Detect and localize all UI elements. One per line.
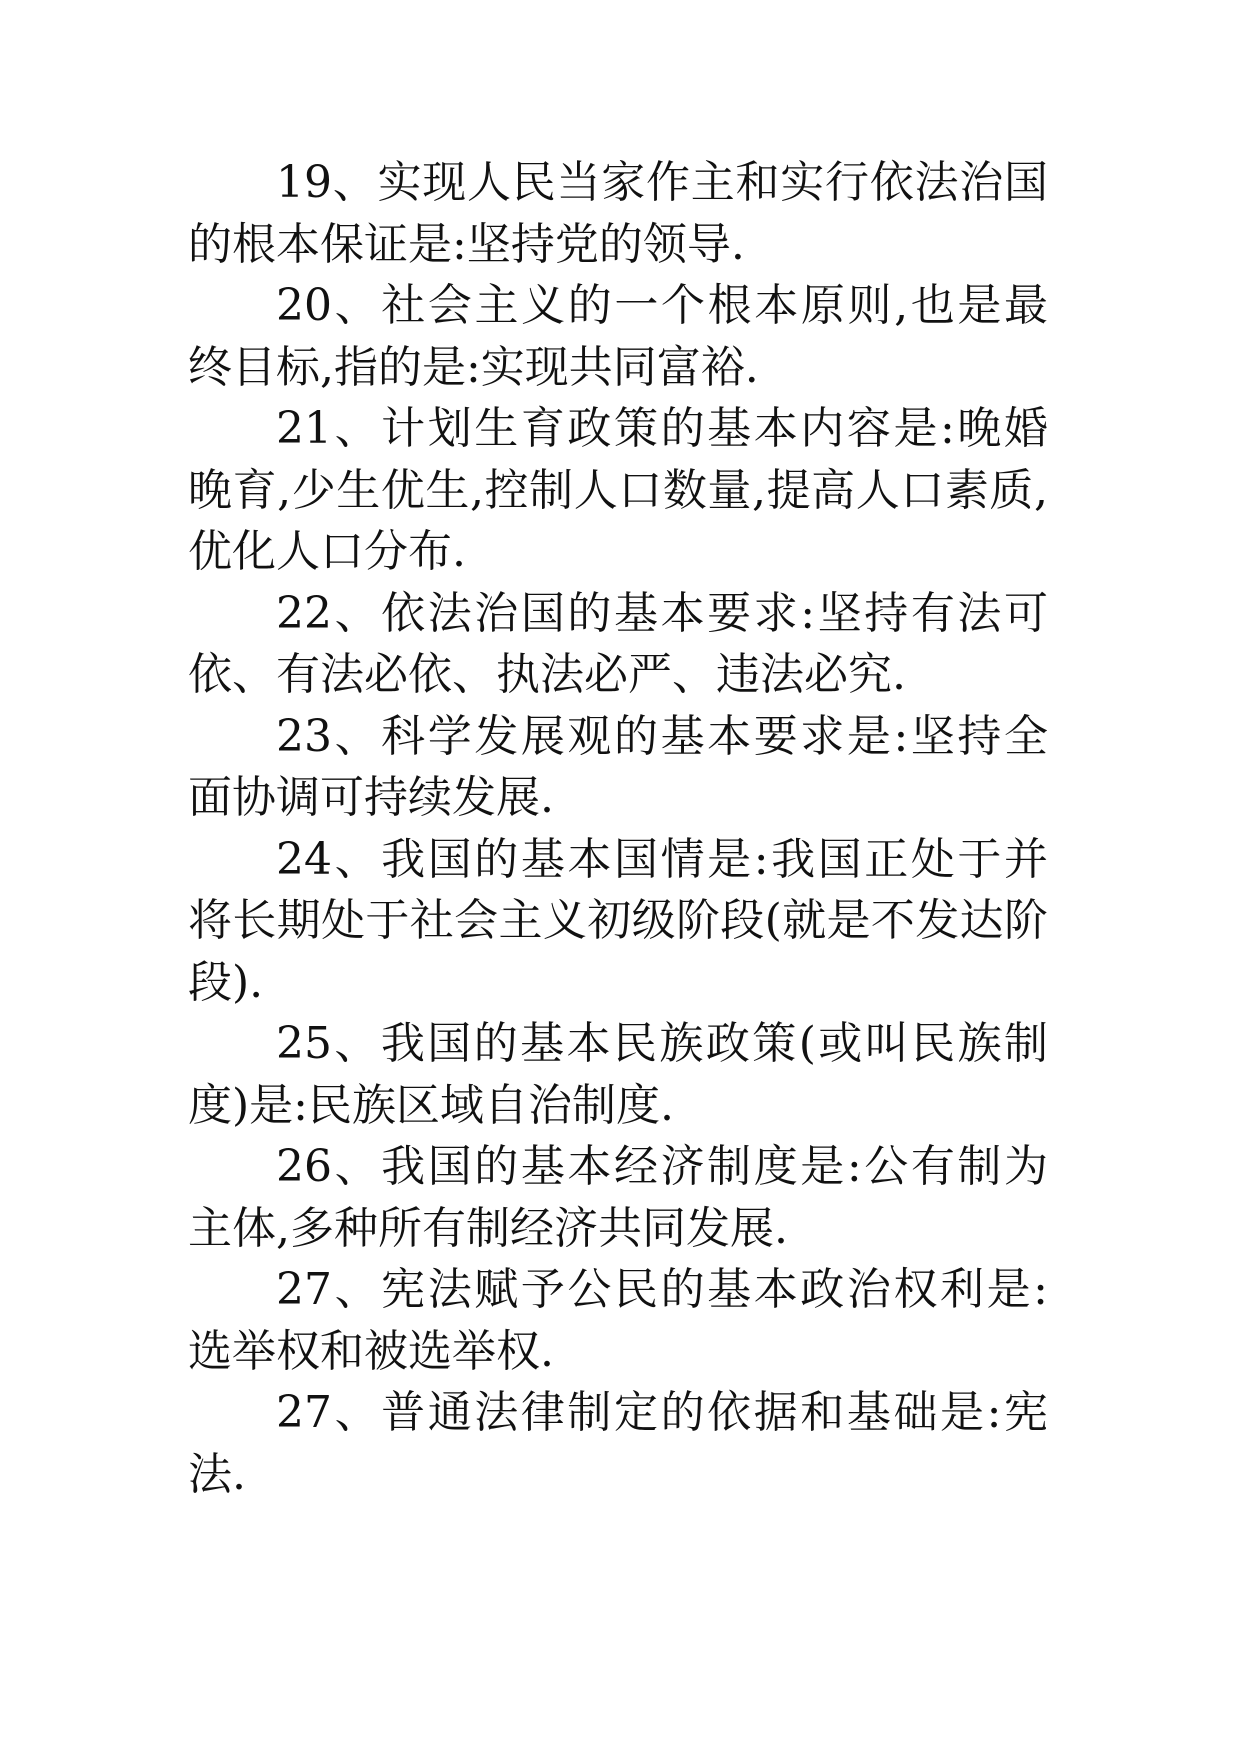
paragraph-27b: 27、普通法律制定的依据和基础是:宪法. (188, 1387, 1048, 1500)
paragraph-26: 26、我国的基本经济制度是:公有制为主体,多种所有制经济共同发展. (188, 1141, 1048, 1254)
paragraph-24: 24、我国的基本国情是:我国正处于并将长期处于社会主义初级阶段(就是不发达阶段). (188, 833, 1048, 1008)
paragraph-25: 25、我国的基本民族政策(或叫民族制度)是:民族区域自治制度. (188, 1018, 1048, 1131)
paragraph-23: 23、科学发展观的基本要求是:坚持全面协调可持续发展. (188, 710, 1048, 823)
paragraph-22: 22、依法治国的基本要求:坚持有法可依、有法必依、执法必严、违法必究. (188, 587, 1048, 700)
document-body (188, 152, 1048, 1505)
paragraph-27a: 27、宪法赋予公民的基本政治权利是:选举权和被选举权. (188, 1264, 1048, 1377)
paragraph-21: 21、计划生育政策的基本内容是:晚婚晚育,少生优生,控制人口数量,提高人口素质,优化人口分布. (188, 403, 1048, 577)
paragraph-20: 20、社会主义的一个根本原则,也是最终目标,指的是:实现共同富裕. (188, 280, 1048, 393)
paragraph-19: 19、实现人民当家作主和实行依法治国的根本保证是:坚持党的领导. (188, 157, 1048, 270)
